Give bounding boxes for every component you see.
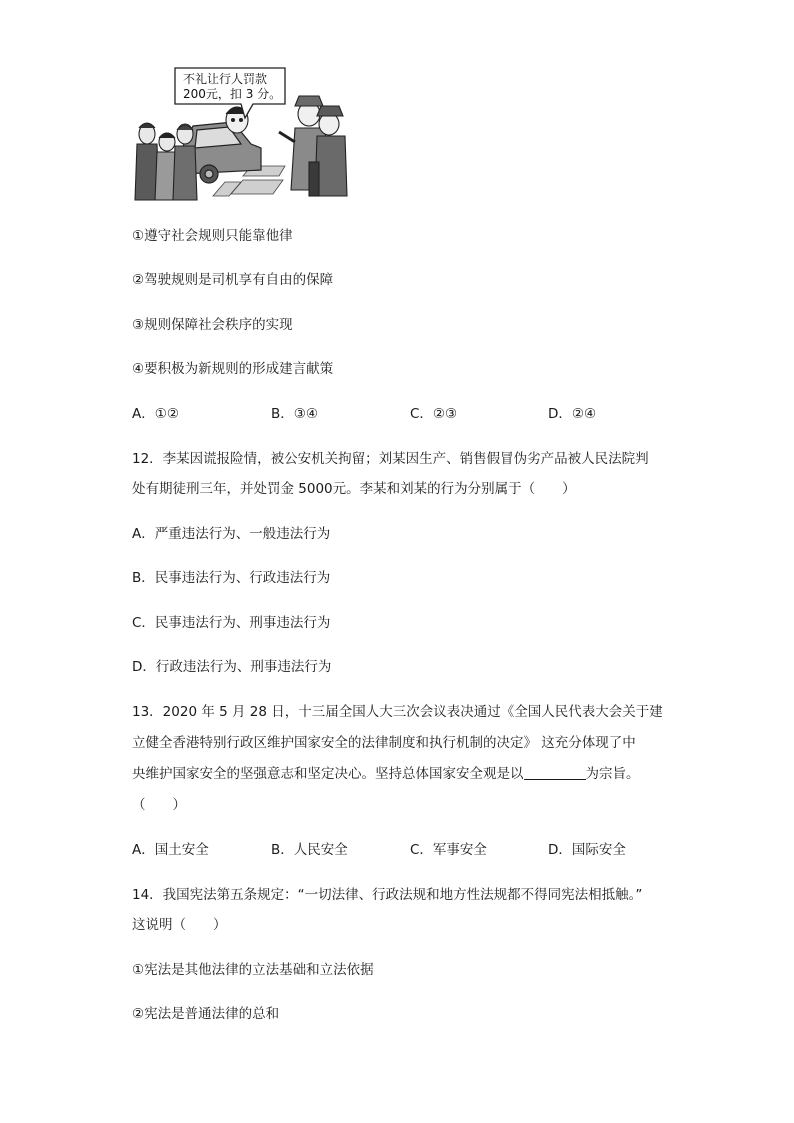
q13-stem-line-3-pre: 央维护国家安全的坚强意志和坚定决心。坚持总体国家安全观是以: [132, 766, 524, 782]
q13-stem-line-3-post: 为宗旨。: [585, 766, 640, 782]
bubble-line-1: 不礼让行人罚款: [183, 72, 268, 86]
pedestrians: [135, 123, 197, 200]
q13-stem-line-3: [132, 764, 640, 784]
police-officers: [279, 96, 347, 196]
q13-option-a: A．国土安全: [132, 842, 209, 858]
q11-statement-4: ④要积极为新规则的形成建言献策: [132, 361, 334, 377]
q13-option-d: D．国际安全: [548, 842, 626, 858]
q13-stem-line-1: 13．2020 年 5 月 28 日，十三届全国人大三次会议表决通过《全国人民代表大会关于建: [132, 704, 663, 720]
cartoon-illustration: [133, 62, 351, 202]
q14-statement-2: ②宪法是普通法律的总和: [132, 1006, 280, 1022]
q11-option-d: D．②④: [548, 406, 597, 422]
q13-answer-blank: [524, 765, 586, 780]
q11-statement-2: ②驾驶规则是司机享有自由的保障: [132, 272, 334, 288]
q13-answer-paren: （ ）: [132, 797, 186, 813]
bubble-line-2: 200元，扣 3 分。: [183, 87, 282, 101]
q11-option-b: B．③④: [271, 406, 318, 422]
q14-stem-line-2: 这说明（ ）: [132, 917, 227, 933]
q12-option-c: C．民事违法行为、刑事违法行为: [132, 615, 331, 631]
q14-statement-1: ①宪法是其他法律的立法基础和立法依据: [132, 962, 374, 978]
q11-statement-3: ③规则保障社会秩序的实现: [132, 317, 293, 333]
q12-option-b: B．民事违法行为、行政违法行为: [132, 570, 331, 586]
q12-stem-line-2: 处有期徒刑三年，并处罚金 5000元。李某和刘某的行为分别属于（ ）: [132, 481, 576, 497]
q12-option-d: D．行政违法行为、刑事违法行为: [132, 659, 332, 675]
q12-stem-line-1: 12．李某因谎报险情，被公安机关拘留；刘某因生产、销售假冒伪劣产品被人民法院判: [132, 451, 649, 467]
q14-stem-line-1: 14．我国宪法第五条规定：“一切法律、行政法规和地方性法规都不得同宪法相抵触。”: [132, 887, 643, 903]
q11-option-c: C．②③: [410, 406, 458, 422]
q11-option-a: A．①②: [132, 406, 179, 422]
q11-statement-1: ①遵守社会规则只能靠他律: [132, 228, 293, 244]
q12-option-a: A．严重违法行为、一般违法行为: [132, 526, 331, 542]
q13-stem-line-2: 立健全香港特别行政区维护国家安全的法律制度和执行机制的决定》 这充分体现了中: [132, 735, 636, 751]
q13-option-c: C．军事安全: [410, 842, 487, 858]
q13-option-b: B．人民安全: [271, 842, 348, 858]
